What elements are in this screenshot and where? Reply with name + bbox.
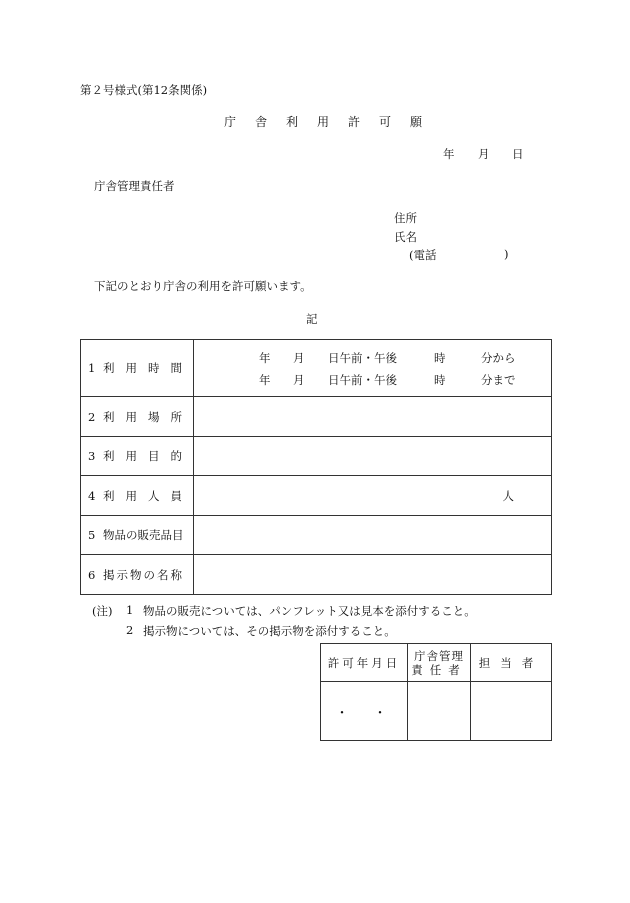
note-number: 1 bbox=[126, 603, 134, 617]
name-label: 氏名 bbox=[394, 230, 417, 244]
application-table bbox=[80, 339, 552, 595]
note-text: 物品の販売については、パンフレット又は見本を添付すること。 bbox=[143, 604, 476, 618]
date-month-label: 月 bbox=[478, 147, 490, 161]
table-row bbox=[81, 340, 552, 397]
table-row bbox=[81, 476, 552, 516]
approval-table bbox=[320, 643, 552, 741]
form-number: 第２号様式(第12条関係) bbox=[80, 83, 208, 97]
time-month: 月 bbox=[293, 351, 305, 365]
date-day-label: 日 bbox=[512, 147, 524, 161]
time-to-line bbox=[194, 368, 551, 390]
usage-people-field[interactable] bbox=[194, 476, 552, 516]
ki-heading: 記 bbox=[306, 312, 318, 326]
posting-name-field[interactable] bbox=[194, 555, 552, 595]
table-row bbox=[81, 397, 552, 437]
row-label: 利用場所 bbox=[103, 409, 193, 424]
note-text: 掲示物については、その掲示物を添付すること。 bbox=[143, 624, 396, 638]
approval-date-field[interactable] bbox=[321, 682, 408, 741]
row-label: 利用人員 bbox=[103, 488, 193, 503]
time-from-line bbox=[194, 346, 551, 368]
row-label-cell bbox=[81, 516, 194, 555]
row-label-cell bbox=[81, 555, 194, 595]
row-label-cell bbox=[81, 340, 194, 397]
manager-header bbox=[408, 644, 471, 682]
table-row bbox=[81, 437, 552, 476]
people-unit: 人 bbox=[502, 488, 514, 503]
address-label: 住所 bbox=[394, 211, 417, 225]
time-hour: 時 bbox=[434, 373, 446, 387]
approval-entry-row bbox=[321, 682, 552, 741]
time-day-ampm: 日午前・午後 bbox=[328, 373, 397, 387]
time-month: 月 bbox=[293, 373, 305, 387]
manager-header-line2: 責任者 bbox=[411, 662, 467, 677]
row-label-cell bbox=[81, 476, 194, 516]
document-title: 庁舎利用許可願 bbox=[224, 115, 442, 129]
row-number: 4 bbox=[88, 488, 96, 503]
note-number: 2 bbox=[126, 623, 134, 637]
row-number: 6 bbox=[88, 567, 96, 582]
row-number: 5 bbox=[88, 528, 96, 542]
time-year: 年 bbox=[259, 373, 271, 387]
staff-seal-field[interactable] bbox=[471, 682, 552, 741]
approval-date-header: 許可年月日 bbox=[321, 644, 408, 682]
time-to-minute: 分まで bbox=[481, 373, 516, 387]
row-label: 物品の販売品目 bbox=[103, 528, 184, 542]
row-label-cell bbox=[81, 397, 194, 437]
table-row bbox=[81, 516, 552, 555]
table-row bbox=[81, 555, 552, 595]
request-statement: 下記のとおり庁舎の利用を許可願います。 bbox=[94, 279, 312, 293]
phone-open: (電話 bbox=[409, 248, 437, 262]
row-label: 利用目的 bbox=[103, 449, 193, 463]
manager-header-line1: 庁舎管理 bbox=[414, 648, 464, 663]
time-day-ampm: 日午前・午後 bbox=[328, 351, 397, 365]
recipient: 庁舎管理責任者 bbox=[94, 179, 175, 193]
manager-seal-field[interactable] bbox=[408, 682, 471, 741]
phone-close: ) bbox=[504, 247, 509, 261]
time-from-minute: 分から bbox=[481, 351, 516, 365]
staff-header: 担当者 bbox=[471, 644, 552, 682]
sales-items-field[interactable] bbox=[194, 516, 552, 555]
usage-purpose-field[interactable] bbox=[194, 437, 552, 476]
row-number: 3 bbox=[88, 449, 96, 463]
row-number: 2 bbox=[88, 409, 96, 424]
row-number: 1 bbox=[88, 361, 96, 375]
approval-header-row bbox=[321, 644, 552, 682]
row-label: 利用時間 bbox=[103, 361, 193, 375]
usage-time-field[interactable] bbox=[194, 340, 552, 397]
row-label: 掲示物の名称 bbox=[103, 567, 184, 582]
notes-mark: (注) bbox=[92, 604, 113, 618]
row-label-cell bbox=[81, 437, 194, 476]
usage-place-field[interactable] bbox=[194, 397, 552, 437]
date-dots: ・ ・ bbox=[335, 705, 393, 721]
date-year-label: 年 bbox=[443, 147, 455, 161]
time-hour: 時 bbox=[434, 351, 446, 365]
time-year: 年 bbox=[259, 351, 271, 365]
